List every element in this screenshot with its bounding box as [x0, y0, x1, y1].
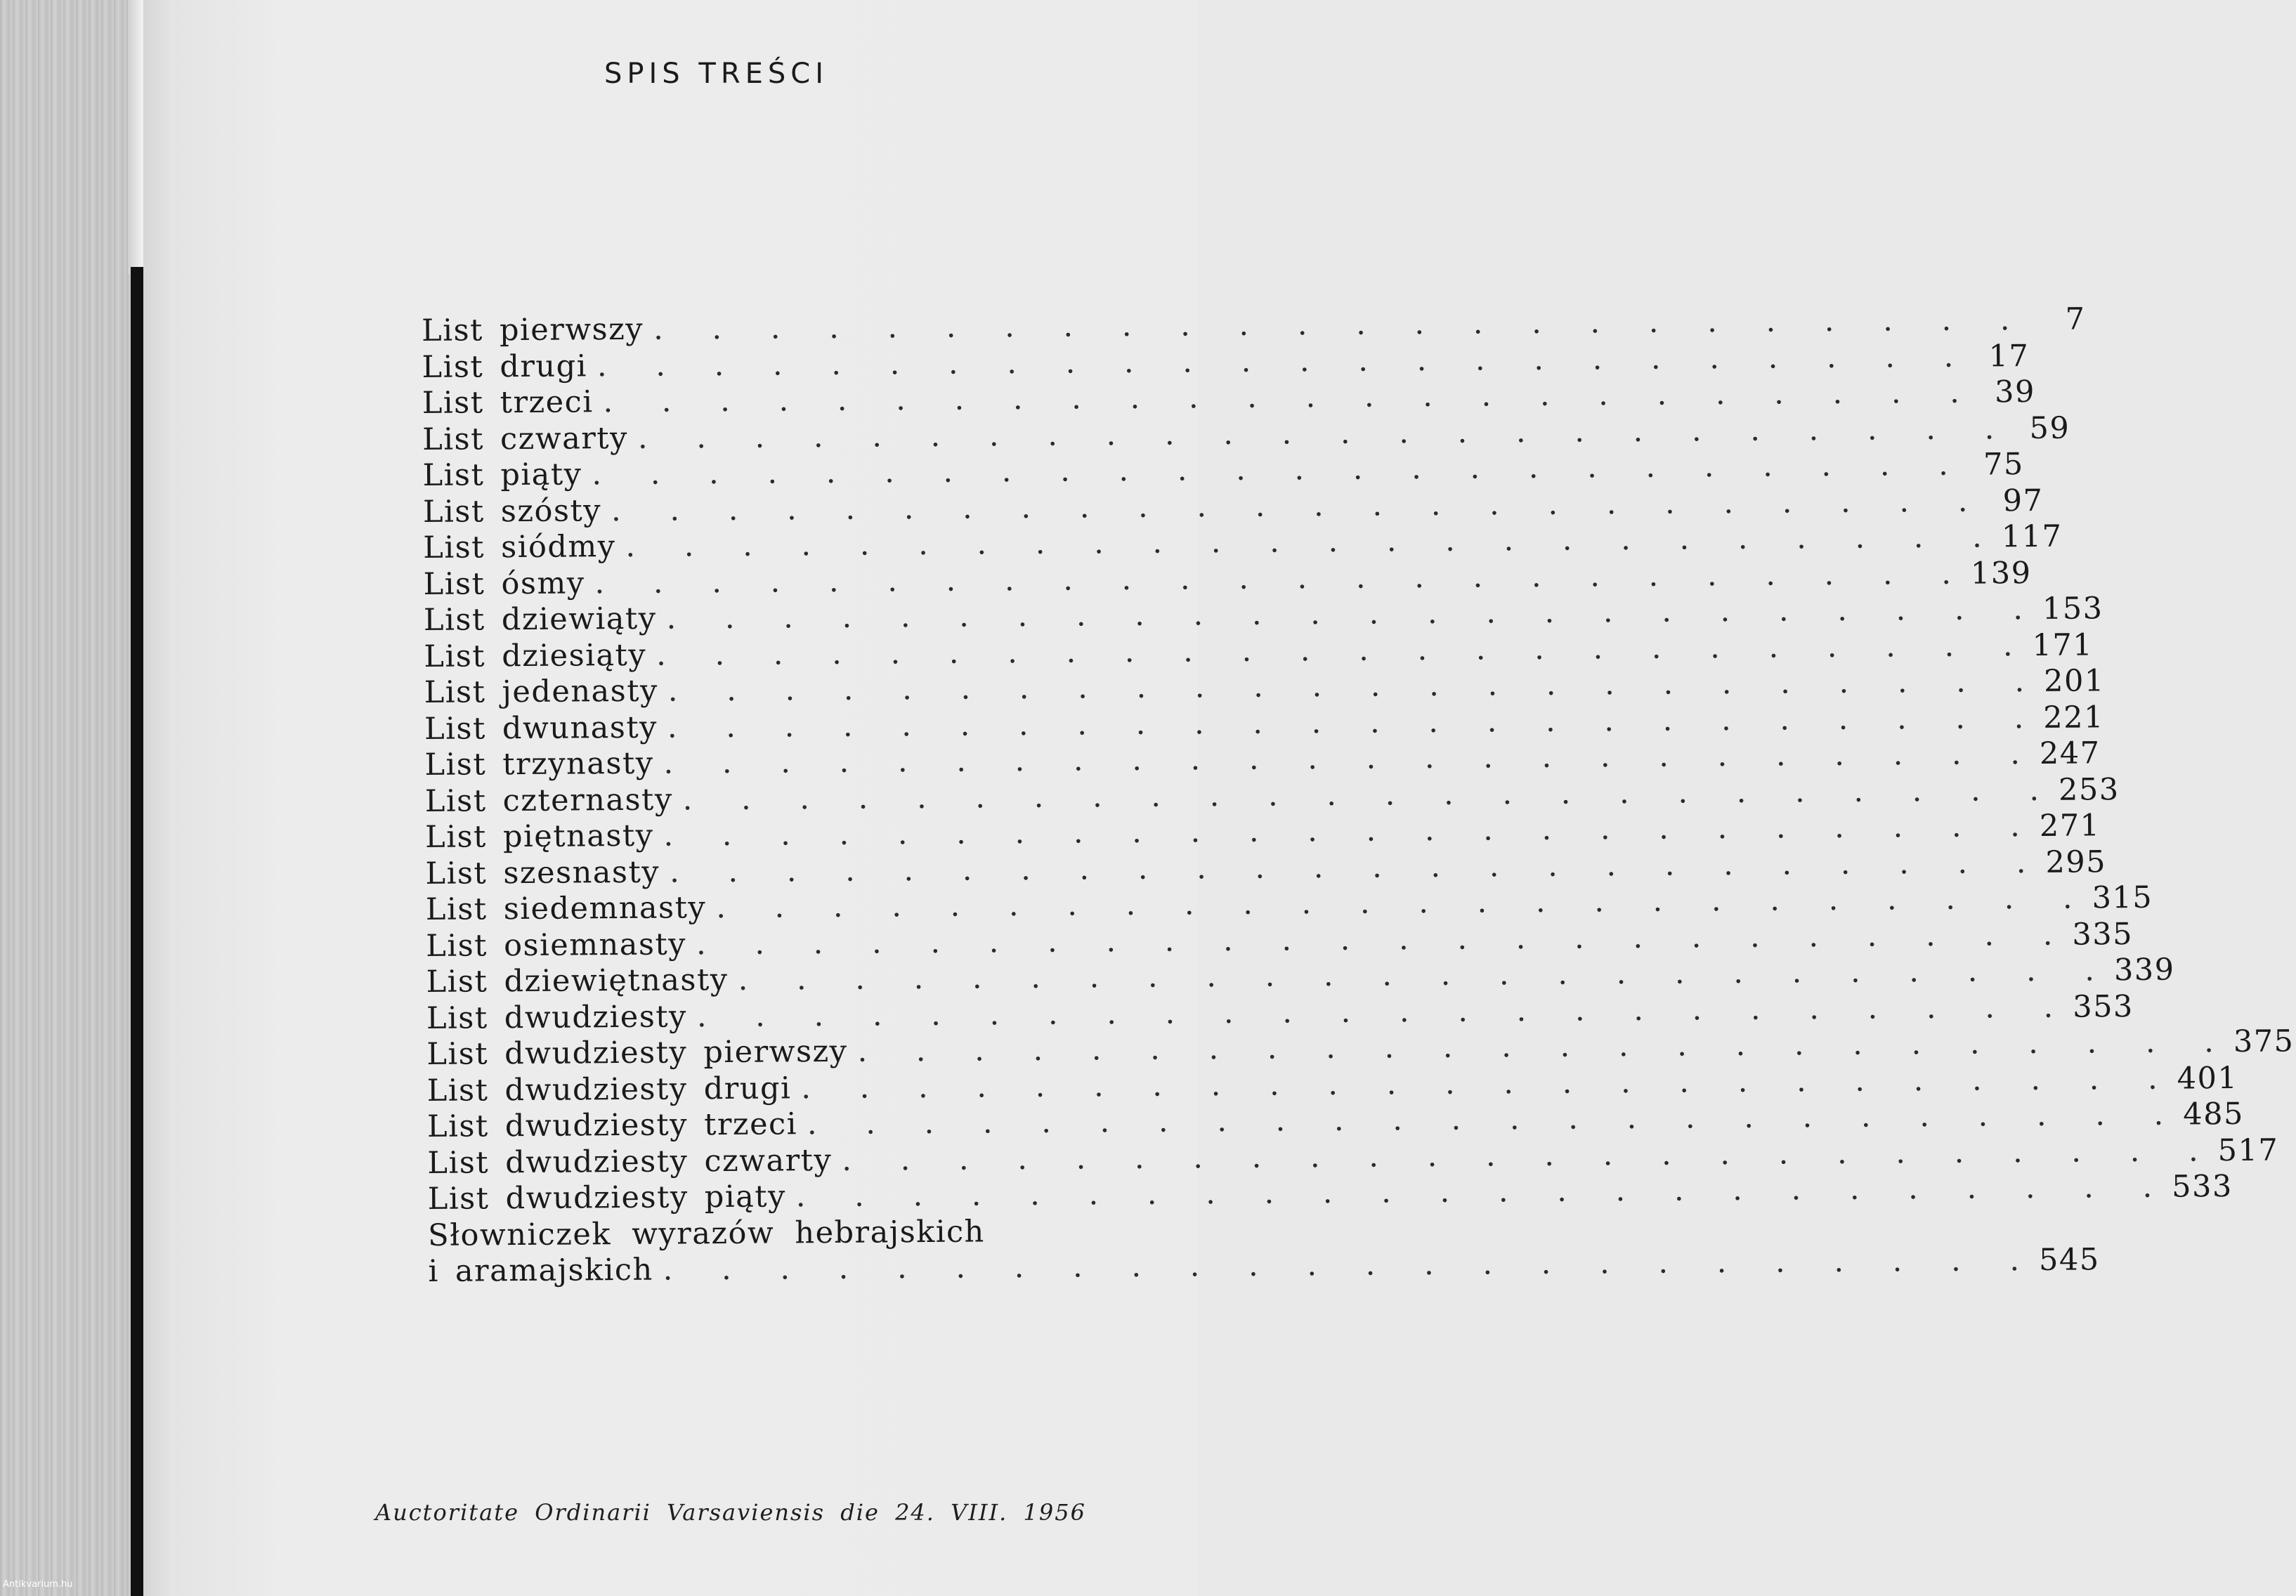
toc-entry-label: List siódmy — [423, 529, 616, 565]
toc-entry-label: List dwudziesty pierwszy — [426, 1033, 848, 1072]
toc-entry-page: 221 — [2043, 699, 2105, 735]
toc-leader-dots: . . . . . . . . . . . . . . . . . . . . . . . . — [666, 591, 2043, 636]
toc-leader-dots: . . . . . . . . . . . . . . . . . . . . . . . . — [663, 1242, 2040, 1288]
toc-entry-page: 517 — [2217, 1132, 2279, 1168]
toc-entry-page: 533 — [2172, 1169, 2233, 1205]
toc-entry-page: 97 — [2002, 483, 2044, 518]
toc-entry[interactable] — [424, 735, 2101, 783]
toc-entry-label: List dwunasty — [424, 709, 658, 747]
toc-leader-dots: . . . . . . . . . . . . . . . . . . . . . . . . — [625, 519, 2002, 564]
toc-entry[interactable] — [424, 663, 2105, 711]
toc-entry-page: 353 — [2073, 988, 2134, 1025]
toc-leader-dots: . . . . . . . . . . . . . . . . . . . . . . . . — [667, 663, 2044, 709]
toc-entry[interactable] — [426, 1023, 2295, 1073]
toc-entry-label: List osiemnasty — [426, 926, 687, 964]
toc-entry-page: 295 — [2045, 844, 2107, 880]
toc-entry-page: 171 — [2032, 627, 2094, 663]
toc-leader-dots: . . . . . . . . . . . . . . . . . . . . . . . . — [795, 1169, 2172, 1215]
toc-entry-label: List dwudziesty drugi — [426, 1070, 792, 1108]
toc-leader-dots: . . . . . . . . . . . . . . . . . . . . . . . . — [663, 808, 2040, 853]
toc-entry[interactable] — [423, 518, 2063, 566]
toc-entry-label: List dziewiętnasty — [426, 962, 729, 1000]
book-spine-shadow — [131, 267, 143, 1596]
toc-entry[interactable] — [426, 916, 2134, 964]
toc-leader-dots: . . . . . . . . . . . . . . . . . . . . . . . . — [603, 374, 1980, 420]
toc-entry[interactable] — [426, 1096, 2245, 1145]
toc-leader-dots: . . . . . . . . . . . . . . . . . . . . . . . . — [667, 700, 2044, 745]
toc-leader-dots: . . . . . . . . . . . . . . . . . . . . . . . . — [696, 989, 2073, 1034]
toc-entry[interactable] — [422, 338, 2030, 386]
toc-entry-page: 401 — [2177, 1060, 2238, 1097]
toc-entry-label: List szesnasty — [425, 854, 660, 891]
toc-leader-dots: . . . . . . . . . . . . . . . . . . . . . . . . — [801, 1061, 2177, 1106]
imprimatur-line: Auctoritate Ordinarii Varsaviensis die 24. VIII. 1956 — [375, 1499, 1086, 1526]
watermark: Antikvarium.hu — [3, 1579, 73, 1590]
table-of-contents — [422, 301, 2295, 1290]
toc-entry-label: List piętnasty — [425, 818, 654, 855]
toc-leader-dots: . . . . . . . . . . . . . . . . . . . . . . . . — [857, 1024, 2234, 1069]
previous-page-edge — [0, 0, 133, 1596]
toc-entry-page: 153 — [2042, 591, 2103, 627]
toc-entry-page: 201 — [2044, 663, 2105, 699]
toc-leader-dots: . . . . . . . . . . . . . . . . . . . . . . . . — [655, 627, 2033, 673]
toc-entry-label: List dwudziesty — [426, 998, 688, 1036]
toc-entry-page: 485 — [2183, 1096, 2245, 1132]
toc-entry[interactable] — [424, 627, 2094, 675]
toc-glossary-label-line2: i aramajskich — [428, 1252, 653, 1289]
toc-entry-label: List dwudziesty czwarty — [427, 1142, 833, 1181]
toc-entry-label: List siedemnasty — [425, 890, 707, 927]
toc-entry[interactable] — [423, 555, 2032, 603]
toc-entry-label: List ósmy — [423, 565, 585, 602]
toc-glossary-entry-continued[interactable] — [428, 1242, 2100, 1290]
toc-leader-dots: . . . . . . . . . . . . . . . . . . . . . . . . — [594, 556, 1971, 601]
toc-leader-dots: . . . . . . . . . . . . . . . . . . . . . . . . — [716, 880, 2092, 926]
toc-entry-page: 335 — [2072, 916, 2134, 953]
toc-leader-dots: . . . . . . . . . . . . . . . . . . . . . . . . — [611, 483, 1988, 528]
toc-entry[interactable] — [426, 988, 2134, 1037]
toc-leader-dots: . . . . . . . . . . . . . . . . . . . . . . . . — [696, 917, 2073, 962]
toc-leader-dots: . . . . . . . . . . . . . . . . . . . . . . . . — [807, 1097, 2184, 1142]
toc-leader-dots: . . . . . . . . . . . . . . . . . . . . . . . . — [592, 447, 1968, 492]
toc-entry[interactable] — [425, 879, 2153, 928]
toc-entry[interactable] — [427, 1132, 2279, 1182]
toc-entry-page: 117 — [2001, 518, 2063, 555]
toc-entry[interactable] — [422, 447, 2024, 494]
toc-glossary-page: 545 — [2038, 1242, 2100, 1278]
toc-entry[interactable] — [424, 699, 2105, 747]
toc-entry-page: 139 — [1970, 555, 2032, 591]
page-title: SPIS TREŚCI — [604, 58, 829, 90]
toc-leader-dots: . . . . . . . . . . . . . . . . . . . . . . . . — [842, 1132, 2218, 1178]
toc-entry-page: 59 — [2029, 410, 2070, 446]
toc-entry[interactable] — [425, 844, 2107, 892]
toc-entry-label: List piąty — [422, 457, 582, 493]
toc-entry[interactable] — [425, 808, 2101, 856]
toc-leader-dots: . . . . . . . . . . . . . . . . . . . . . . . . — [653, 302, 2030, 347]
toc-leader-dots: . . . . . . . . . . . . . . . . . . . . . . . . — [669, 844, 2046, 890]
toc-entry[interactable] — [426, 952, 2175, 1000]
toc-entry[interactable] — [427, 1169, 2233, 1217]
toc-entry-label: List drugi — [422, 348, 588, 385]
toc-leader-dots: . . . . . . . . . . . . . . . . . . . . . . . . — [738, 953, 2115, 998]
toc-entry-page: 247 — [2039, 735, 2101, 771]
toc-entry-page: 253 — [2058, 771, 2120, 808]
toc-entry-label: List dziewiąty — [423, 601, 657, 638]
toc-entry[interactable] — [422, 483, 2044, 530]
toc-leader-dots: . . . . . . . . . . . . . . . . . . . . . . . . — [596, 339, 1974, 384]
toc-entry-label: List dwudziesty piąty — [427, 1179, 786, 1217]
toc-leader-dots: . . . . . . . . . . . . . . . . . . . . . . . . — [637, 410, 2014, 456]
toc-entry-page: 271 — [2039, 808, 2101, 844]
toc-entry[interactable] — [423, 591, 2103, 639]
toc-entry[interactable] — [422, 410, 2070, 458]
toc-entry[interactable] — [424, 771, 2120, 820]
toc-leader-dots: . . . . . . . . . . . . . . . . . . . . . . . . — [682, 772, 2059, 817]
toc-entry-label: List czternasty — [424, 782, 673, 819]
toc-entry-label: List szósty — [422, 492, 602, 530]
toc-glossary-label-line1: Słowniczek wyrazów hebrajskich — [427, 1213, 985, 1253]
toc-entry-page: 375 — [2233, 1023, 2295, 1060]
toc-entry-page: 315 — [2092, 879, 2153, 916]
toc-entry[interactable] — [422, 374, 2036, 421]
toc-entry-page: 7 — [2065, 301, 2086, 337]
toc-entry-page: 75 — [1983, 447, 2024, 483]
toc-glossary-entry[interactable] — [428, 1213, 1088, 1254]
toc-entry-label: List trzeci — [422, 384, 594, 421]
toc-entry[interactable] — [422, 301, 2086, 349]
toc-entry-label: List jedenasty — [424, 673, 658, 710]
toc-entry-label: List czwarty — [422, 420, 629, 457]
toc-entry[interactable] — [426, 1060, 2238, 1109]
toc-entry-label: List trzynasty — [424, 745, 654, 783]
toc-entry-label: List dwudziesty trzeci — [426, 1106, 798, 1144]
toc-entry-label: List dziesiąty — [424, 637, 647, 674]
toc-entry-label: List pierwszy — [422, 311, 644, 348]
toc-leader-dots: . . . . . . . . . . . . . . . . . . . . . . . . — [663, 735, 2040, 781]
toc-entry-page: 339 — [2113, 952, 2175, 988]
toc-entry-page: 39 — [1994, 374, 2036, 410]
toc-entry-page: 17 — [1988, 338, 2030, 374]
